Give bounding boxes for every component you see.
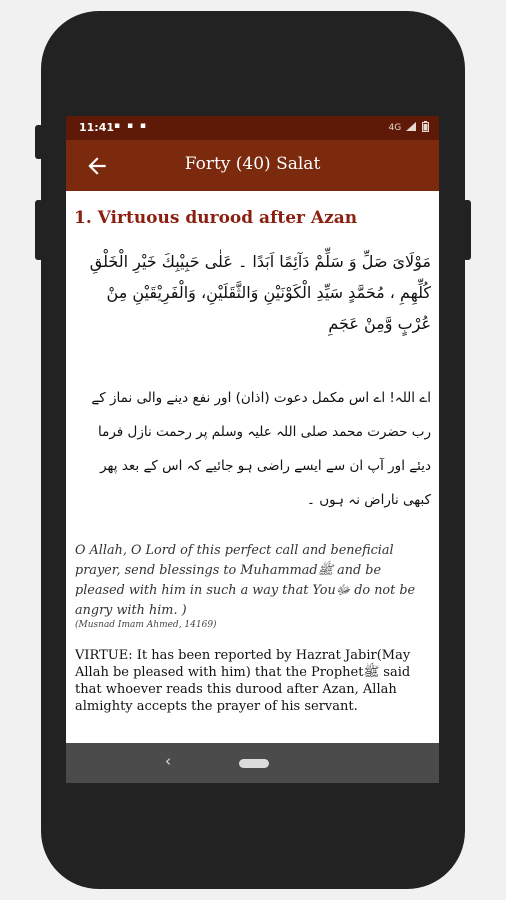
notification-icons: ▪ ▪ ▪ (114, 121, 149, 131)
virtue-text: VIRTUE: It has been reported by Hazrat Jabir(May Allah be pleased with him) that the Prophetﷺ said that whoever reads this durood after Azan, Allah almighty accepts the prayer of his servant. (75, 648, 411, 714)
phone-side-button (35, 200, 43, 260)
app-bar (66, 140, 439, 191)
phone-side-button (35, 125, 43, 159)
page-title: Forty (40) Salat (184, 154, 321, 174)
app-screen (66, 116, 439, 783)
arabic-text: مَوْلَایَ صَلِّ وَ سَلِّمْ دَآئِمًا اَبَدًا ۔ عَلٰی حَبِیْبِكَ خَیْرِ الْخَلْقِ كُلِّهِمِ ، مُحَمَّدٍ سَیِّدِ الْكَوْنَیْنِ وَالثَّقَلَیْنِ، وَالْفَرِیْقَیْنِ مِنْ عُرْبٍ وَّمِنْ عَجَمِ (89, 252, 431, 333)
home-pill-icon[interactable] (239, 759, 269, 768)
nav-back-button[interactable]: ‹ (165, 752, 171, 770)
status-time: 11:41 (79, 121, 115, 134)
article-content[interactable] (66, 191, 439, 743)
network-type: 4G (388, 123, 402, 133)
battery-icon (422, 121, 429, 132)
status-bar (66, 116, 439, 140)
article-heading: 1. Virtuous durood after Azan (74, 208, 358, 228)
english-translation: O Allah, O Lord of this perfect call and beneficial prayer, send blessings to Muhammadﷺ and be pleased with him in such a way that Youﷻ do not be angry with him. ) (75, 543, 416, 618)
status-indicators (389, 121, 429, 133)
hadith-reference: (Musnad Imam Ahmed, 14169) (75, 620, 217, 630)
phone-side-button (463, 200, 471, 260)
signal-icon (406, 122, 416, 131)
system-nav-bar (66, 743, 439, 783)
urdu-translation: اے اللہ! اے اس مکمل دعوت (اذان) اور نفع دینے والی نماز کے رب حضرت محمد صلی اللہ علیہ وسلم پر رحمت نازل فرما دیئے اور آپ ان سے ایسے راضی ہو جائیے کہ اس کے بعد پھر کبھی ناراض نہ ہوں ۔ (91, 390, 431, 508)
